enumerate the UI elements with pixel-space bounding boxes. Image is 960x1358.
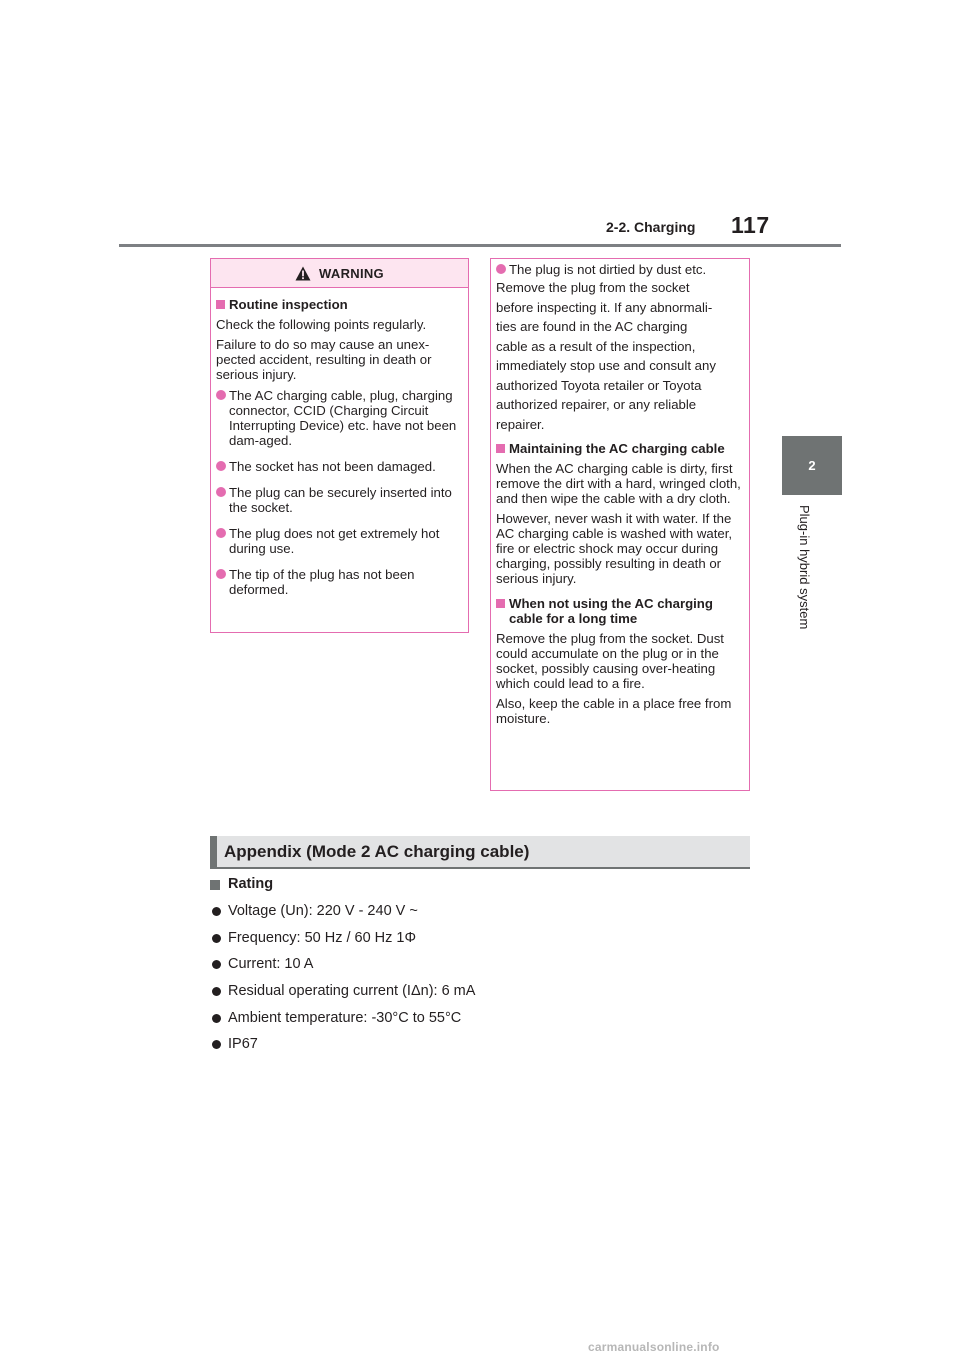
text-line: ties are found in the AC charging <box>496 319 688 334</box>
spec-text: Residual operating current (IΔn): 6 mA <box>228 983 476 1000</box>
paragraph: Check the following points regularly. <box>216 317 427 332</box>
chapter-tab[interactable] <box>782 436 842 495</box>
text-line: cable as a result of the inspection, <box>496 338 696 354</box>
watermark: carmanualsonline.info <box>588 1340 720 1354</box>
list-item <box>216 459 462 474</box>
square-bullet-icon <box>216 300 225 309</box>
paragraph: However, never wash it with water. If the AC charging cable is washed with water, fire or electric shock may occur during charging, possibly resulting in death or serious injury. <box>496 511 733 586</box>
text-line: authorized Toyota retailer or Toyota <box>496 377 702 393</box>
bullet-dot-icon <box>212 1040 221 1049</box>
warning-subheading <box>216 297 462 312</box>
heading-marker <box>210 836 217 867</box>
section-title: 2-2. Charging <box>606 219 696 235</box>
warning-box-continued <box>490 258 750 791</box>
appendix-heading <box>210 836 750 869</box>
paragraph: Remove the plug from the socket. Dust could accumulate on the plug or in the socket, possibly causing over-heating which could lead to a fire. <box>496 631 724 691</box>
spec-item <box>210 1010 475 1037</box>
list-item-text: The tip of the plug has not been deformed. <box>229 567 415 597</box>
circle-bullet-icon <box>216 528 226 538</box>
warning-header <box>211 259 468 288</box>
circle-bullet-icon <box>216 569 226 579</box>
spec-list <box>210 903 475 1063</box>
spec-text: IP67 <box>228 1036 258 1053</box>
spec-text: Current: 10 A <box>228 956 314 973</box>
rating-heading <box>210 876 273 892</box>
list-item-text: The plug can be securely inserted into the socket. <box>229 485 452 515</box>
paragraph: Failure to do so may cause an unex-pected accident, resulting in death or serious injury. <box>216 337 432 382</box>
spec-text: Voltage (Un): 220 V - 240 V ~ <box>228 903 418 919</box>
list-item <box>216 567 462 597</box>
bullet-dot-icon <box>212 987 221 996</box>
spec-item <box>210 903 475 930</box>
text-line: authorized repairer, or any reliable <box>496 397 697 412</box>
appendix-title: Appendix (Mode 2 AC charging cable) <box>224 842 530 861</box>
inspection-note <box>496 278 743 434</box>
circle-bullet-icon <box>496 264 506 274</box>
text-line: repairer. <box>496 416 545 432</box>
bullet-dot-icon <box>212 934 221 943</box>
circle-bullet-icon <box>216 390 226 400</box>
paragraph: Also, keep the cable in a place free from moisture. <box>496 696 732 726</box>
chapter-label <box>797 505 824 655</box>
warning-subheading <box>496 596 743 626</box>
bullet-dot-icon <box>212 1014 221 1023</box>
square-bullet-icon <box>496 599 505 608</box>
spec-item <box>210 983 475 1010</box>
warning-subheading <box>496 441 743 456</box>
list-item-text: The plug is not dirtied by dust etc. <box>509 262 707 277</box>
spec-text: Frequency: 50 Hz / 60 Hz 1Φ <box>228 929 417 946</box>
subheading-text: Maintaining the AC charging cable <box>509 441 725 456</box>
list-item-text: The plug does not get extremely hot during use. <box>229 526 440 556</box>
rating-heading-text: Rating <box>228 876 274 892</box>
paragraph: When the AC charging cable is dirty, first remove the dirt with a hard, wringed cloth, and then wipe the cable with a dry cloth. <box>496 461 741 506</box>
list-item-text: The AC charging cable, plug, charging connector, CCID (Charging Circuit Interrupting Device) etc. have not been dam-aged. <box>229 388 457 448</box>
chapter-number: 2 <box>808 458 816 473</box>
list-item <box>216 526 462 556</box>
spec-item <box>210 956 475 983</box>
chapter-title: Plug-in hybrid system <box>797 505 812 630</box>
circle-bullet-icon <box>216 461 226 471</box>
text-line: Remove the plug from the socket <box>496 280 690 295</box>
square-bullet-icon <box>210 880 220 890</box>
bullet-dot-icon <box>212 960 221 969</box>
spec-text: Ambient temperature: -30°C to 55°C <box>228 1009 462 1026</box>
list-item <box>496 262 743 277</box>
list-item-text: The socket has not been damaged. <box>229 459 436 474</box>
header-divider <box>119 244 841 247</box>
spec-item <box>210 930 475 957</box>
list-item <box>216 485 462 515</box>
text-line: immediately stop use and consult any <box>496 358 716 373</box>
text-line: before inspecting it. If any abnormali- <box>496 299 713 315</box>
warning-label: WARNING <box>319 265 384 281</box>
subheading-text: When not using the AC charging cable for a long time <box>509 596 713 626</box>
square-bullet-icon <box>496 444 505 453</box>
circle-bullet-icon <box>216 487 226 497</box>
list-item <box>216 388 462 448</box>
spec-item <box>210 1036 475 1063</box>
subheading-text: Routine inspection <box>229 297 348 312</box>
warning-triangle-icon <box>295 266 311 281</box>
page-number: 117 <box>731 212 770 238</box>
warning-box <box>210 258 469 633</box>
bullet-dot-icon <box>212 907 221 916</box>
